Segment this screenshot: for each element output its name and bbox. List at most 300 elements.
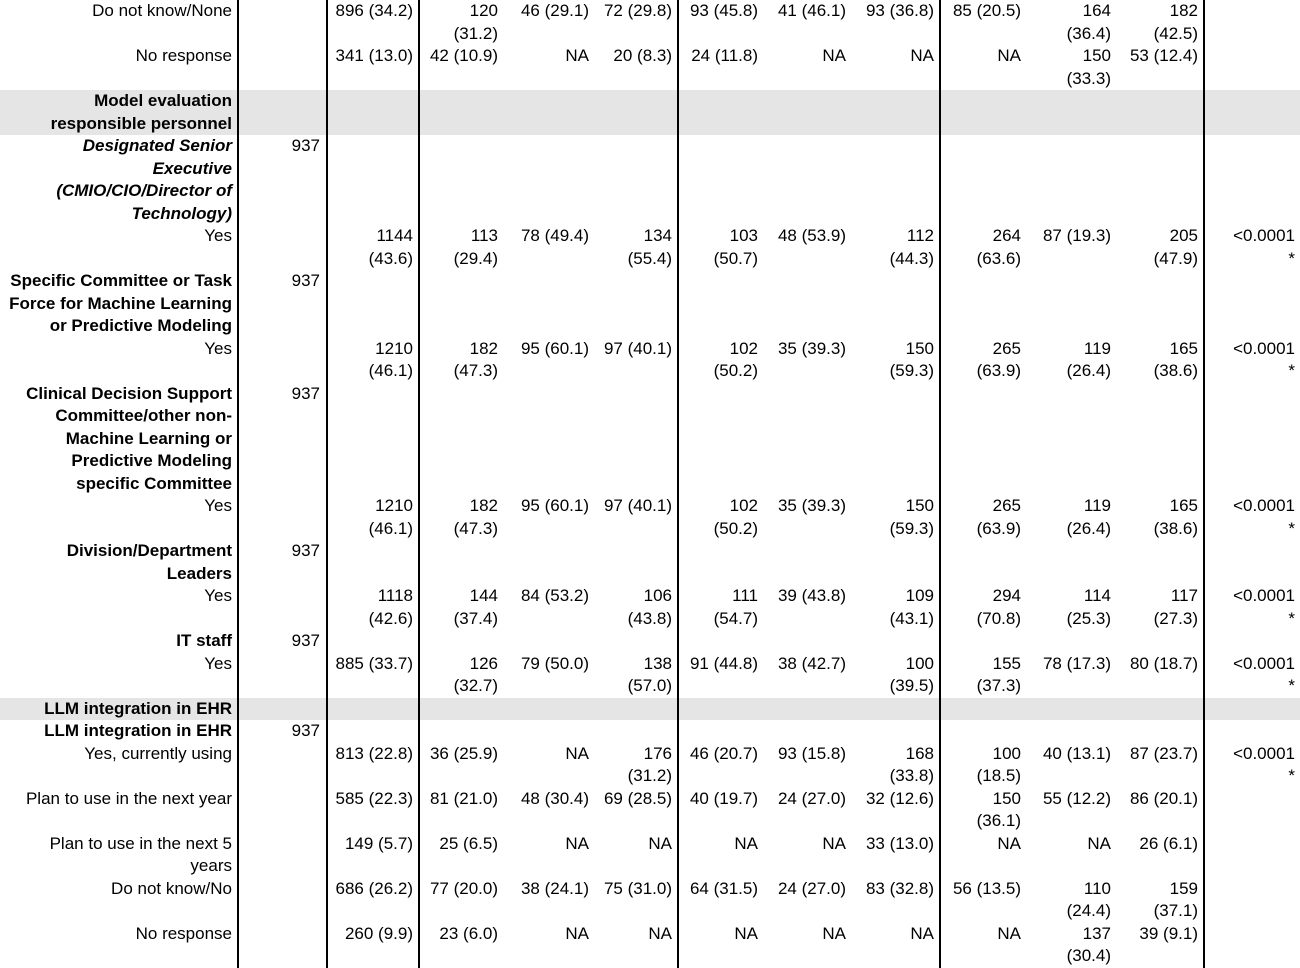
cell-line: 87 (23.7) (1129, 743, 1198, 763)
cell-line: 937 (291, 721, 320, 740)
data-cell (1116, 90, 1204, 135)
cell-line: 585 (22.3) (335, 788, 413, 808)
data-cell (851, 45, 940, 90)
data-cell (327, 45, 419, 90)
data-cell (1116, 0, 1204, 45)
data-cell (1116, 878, 1204, 923)
data-cell (503, 720, 594, 743)
cell-line: 937 (291, 271, 320, 290)
cell-line: 56 (13.5) (952, 878, 1021, 898)
row-label (0, 585, 238, 630)
cell-line: (18.5) (976, 766, 1021, 785)
cell-line: 87 (19.3) (1042, 226, 1111, 245)
data-cell (419, 653, 503, 698)
cell-line: (70.8) (976, 608, 1021, 628)
cell-line: 937 (291, 631, 320, 650)
cell-line: 182 (1169, 1, 1198, 20)
data-cell (503, 630, 594, 653)
cell-line: <0.0001 (1233, 226, 1295, 245)
data-cell (1204, 338, 1300, 383)
data-cell (594, 720, 678, 743)
cell-line: (36.1) (976, 811, 1021, 830)
data-cell (1116, 270, 1204, 338)
data-cell (763, 743, 851, 788)
n-cell (238, 743, 327, 788)
data-cell (763, 698, 851, 721)
data-cell (327, 338, 419, 383)
data-cell (419, 225, 503, 270)
cell-line: 120 (469, 1, 498, 20)
cell-line: (59.3) (889, 361, 934, 380)
data-cell (1116, 833, 1204, 878)
data-cell (327, 90, 419, 135)
data-cell (763, 833, 851, 878)
data-cell (503, 923, 594, 968)
data-cell (678, 878, 763, 923)
data-cell (327, 225, 419, 270)
cell-line: <0.0001 (1233, 338, 1295, 358)
cell-line: (38.6) (1153, 361, 1198, 380)
n-cell (238, 45, 327, 90)
data-cell (503, 225, 594, 270)
n-cell (238, 833, 327, 878)
n-cell (238, 338, 327, 383)
n-cell (238, 135, 327, 225)
data-cell (594, 878, 678, 923)
data-cell (1204, 90, 1300, 135)
cell-line: 159 (1169, 878, 1198, 898)
cell-line: 85 (20.5) (952, 1, 1021, 20)
cell-line: 106 (643, 586, 672, 605)
data-cell (594, 270, 678, 338)
data-cell (419, 90, 503, 135)
n-cell (238, 923, 327, 968)
cell-line: 95 (60.1) (520, 338, 589, 358)
cell-line: (39.5) (889, 676, 934, 695)
cell-line: 119 (1083, 338, 1111, 358)
cell-line: 25 (6.5) (439, 833, 498, 853)
row-label (0, 0, 238, 45)
cell-line: Yes (204, 338, 232, 358)
data-cell (594, 698, 678, 721)
data-cell (503, 45, 594, 90)
data-cell (851, 338, 940, 383)
cell-line: LLM integration in EHR (44, 698, 232, 718)
cell-line: No response (135, 46, 232, 65)
data-cell (851, 90, 940, 135)
cell-line: (59.3) (889, 518, 934, 538)
table-row (0, 540, 1300, 585)
table-row (0, 585, 1300, 630)
cell-line: Do not know/None (92, 1, 232, 20)
cell-line: 205 (1169, 226, 1198, 245)
data-cell (763, 878, 851, 923)
row-label (0, 923, 238, 968)
data-cell (594, 495, 678, 540)
cell-line: 81 (21.0) (429, 788, 498, 808)
data-cell (327, 788, 419, 833)
cell-line: 33 (13.0) (865, 833, 934, 853)
table-row (0, 720, 1300, 743)
cell-line: (43.1) (889, 608, 934, 628)
data-cell (1116, 540, 1204, 585)
cell-line: (33.8) (889, 766, 934, 785)
data-cell (594, 338, 678, 383)
cell-line: 144 (469, 586, 498, 605)
data-cell (1026, 225, 1116, 270)
data-cell (594, 585, 678, 630)
cell-line: NA (997, 833, 1021, 853)
cell-line: 1210 (375, 496, 413, 515)
table-row (0, 743, 1300, 788)
cell-line: (29.4) (453, 248, 498, 268)
cell-line: 64 (31.5) (689, 878, 758, 898)
cell-line: 75 (31.0) (603, 878, 672, 898)
data-cell (678, 90, 763, 135)
cell-line: 78 (49.4) (520, 226, 589, 245)
data-cell (419, 743, 503, 788)
cell-line: (44.3) (889, 248, 934, 268)
data-cell (327, 270, 419, 338)
cell-line: 86 (20.1) (1129, 788, 1198, 808)
data-cell (594, 0, 678, 45)
row-label (0, 225, 238, 270)
data-cell (327, 878, 419, 923)
data-cell (327, 135, 419, 225)
data-cell (851, 878, 940, 923)
cell-line: 20 (8.3) (613, 46, 672, 65)
cell-line: 35 (39.3) (777, 496, 846, 515)
cell-line: NA (822, 923, 846, 943)
cell-line: (25.3) (1066, 608, 1111, 628)
table-row (0, 833, 1300, 878)
cell-line: 42 (10.9) (429, 46, 498, 65)
cell-line: (24.4) (1066, 901, 1111, 920)
data-cell (851, 585, 940, 630)
cell-line: 93 (45.8) (689, 1, 758, 20)
cell-line: NA (1087, 833, 1111, 853)
row-label (0, 878, 238, 923)
cell-line: (50.2) (713, 518, 758, 538)
n-cell (238, 630, 327, 653)
cell-line: 165 (1169, 496, 1198, 515)
data-cell (1026, 90, 1116, 135)
cell-line: Division/Department (66, 541, 232, 560)
cell-line: (37.4) (453, 608, 498, 628)
data-cell (594, 630, 678, 653)
table-row (0, 45, 1300, 90)
cell-line: 165 (1169, 338, 1198, 358)
cell-line: (32.7) (453, 676, 498, 695)
data-cell (763, 788, 851, 833)
cell-line: 95 (60.1) (520, 496, 589, 515)
row-label (0, 653, 238, 698)
data-cell (851, 720, 940, 743)
cell-line: Plan to use in the next year (25, 788, 232, 808)
data-cell (1026, 698, 1116, 721)
data-cell (1026, 540, 1116, 585)
data-cell (678, 383, 763, 496)
cell-line: 113 (470, 226, 498, 245)
cell-line: 126 (469, 653, 498, 673)
data-cell (419, 788, 503, 833)
cell-line: 937 (291, 136, 320, 155)
cell-line: 150 (1082, 46, 1111, 65)
cell-line: 46 (20.7) (689, 743, 758, 763)
cell-line: 265 (992, 496, 1021, 515)
cell-line: 84 (53.2) (520, 586, 589, 605)
cell-line: 35 (39.3) (777, 338, 846, 358)
data-cell (1026, 630, 1116, 653)
data-cell (1116, 338, 1204, 383)
data-cell (327, 0, 419, 45)
cell-line: Technology) (131, 203, 232, 223)
cell-line: NA (822, 46, 846, 65)
row-label (0, 630, 238, 653)
data-cell (763, 923, 851, 968)
data-cell (419, 540, 503, 585)
cell-line: 97 (40.1) (603, 338, 672, 358)
data-cell (327, 630, 419, 653)
cell-line: NA (910, 46, 934, 65)
cell-line: (31.2) (627, 766, 672, 785)
cell-line: 24 (27.0) (777, 878, 846, 898)
cell-line: specific Committee (76, 473, 232, 493)
data-cell (327, 743, 419, 788)
data-cell (594, 383, 678, 496)
data-cell (419, 698, 503, 721)
data-cell (594, 653, 678, 698)
cell-line: (47.3) (453, 518, 498, 538)
data-cell (594, 540, 678, 585)
table-row (0, 225, 1300, 270)
n-cell (238, 225, 327, 270)
data-cell (419, 878, 503, 923)
data-cell (503, 135, 594, 225)
data-cell (940, 698, 1026, 721)
data-cell (1026, 653, 1116, 698)
cell-line: (46.1) (368, 361, 413, 380)
data-cell (1026, 338, 1116, 383)
cell-line: IT staff (176, 631, 232, 650)
cell-line: <0.0001 (1233, 743, 1295, 763)
n-cell (238, 270, 327, 338)
data-cell (940, 90, 1026, 135)
cell-line: 1210 (375, 338, 413, 358)
cell-line: (37.1) (1153, 901, 1198, 920)
data-cell (678, 720, 763, 743)
data-cell (940, 630, 1026, 653)
n-cell (238, 90, 327, 135)
data-cell (1116, 45, 1204, 90)
data-cell (851, 0, 940, 45)
cell-line: NA (565, 743, 589, 763)
row-label (0, 698, 238, 721)
cell-line: 40 (19.7) (689, 788, 758, 808)
data-cell (763, 45, 851, 90)
cell-line: 83 (32.8) (865, 878, 934, 898)
data-cell (678, 540, 763, 585)
data-cell (1026, 788, 1116, 833)
data-cell (851, 225, 940, 270)
row-label (0, 45, 238, 90)
cell-line: NA (734, 923, 758, 943)
data-cell (1204, 833, 1300, 878)
data-cell (678, 653, 763, 698)
data-cell (1204, 923, 1300, 968)
cell-line: Specific Committee or Task (10, 271, 232, 290)
cell-line: 38 (24.1) (520, 878, 589, 898)
data-cell (1026, 720, 1116, 743)
cell-line: 69 (28.5) (603, 788, 672, 808)
cell-line: <0.0001 (1233, 653, 1295, 673)
cell-line: * (1288, 608, 1295, 628)
data-cell (503, 0, 594, 45)
data-cell (327, 585, 419, 630)
cell-line: 114 (1083, 586, 1111, 605)
cell-line: 97 (40.1) (603, 496, 672, 515)
cell-line: 102 (729, 338, 758, 358)
data-cell (594, 225, 678, 270)
data-cell (1204, 878, 1300, 923)
data-cell (763, 270, 851, 338)
row-label (0, 270, 238, 338)
data-cell (851, 653, 940, 698)
data-cell (419, 135, 503, 225)
cell-line: 1144 (376, 226, 413, 245)
cell-line: 150 (905, 496, 934, 515)
cell-line: NA (822, 833, 846, 853)
cell-line: Yes (204, 226, 232, 245)
data-cell (678, 630, 763, 653)
cell-line: * (1288, 248, 1295, 268)
cell-line: 150 (905, 338, 934, 358)
data-cell (940, 338, 1026, 383)
data-cell (851, 135, 940, 225)
cell-line: 26 (6.1) (1139, 833, 1198, 853)
data-cell (1204, 45, 1300, 90)
cell-line: 117 (1170, 586, 1198, 605)
data-cell (1026, 743, 1116, 788)
cell-line: 109 (905, 586, 934, 605)
data-cell (594, 923, 678, 968)
data-cell (503, 878, 594, 923)
data-cell (419, 495, 503, 540)
data-cell (1204, 270, 1300, 338)
cell-line: 77 (20.0) (429, 878, 498, 898)
cell-line: Do not know/No (111, 878, 232, 898)
cell-line: Yes (204, 496, 232, 515)
cell-line: 103 (729, 226, 758, 245)
row-label (0, 135, 238, 225)
data-cell (678, 270, 763, 338)
data-cell (503, 383, 594, 496)
data-cell (678, 0, 763, 45)
data-cell (327, 833, 419, 878)
data-cell (678, 225, 763, 270)
cell-line: 137 (1082, 923, 1111, 943)
data-cell (1204, 383, 1300, 496)
cell-line: 100 (905, 653, 934, 673)
cell-line: (42.5) (1153, 23, 1198, 43)
data-cell (851, 495, 940, 540)
data-cell (940, 225, 1026, 270)
cell-line: (37.3) (976, 676, 1021, 695)
cell-line: NA (565, 923, 589, 943)
data-cell (1026, 135, 1116, 225)
data-cell (594, 135, 678, 225)
data-cell (678, 495, 763, 540)
data-cell (1026, 45, 1116, 90)
data-cell (678, 585, 763, 630)
row-label (0, 338, 238, 383)
cell-line: 176 (643, 743, 672, 763)
data-cell (851, 788, 940, 833)
data-cell (503, 653, 594, 698)
row-label (0, 720, 238, 743)
data-cell (1204, 585, 1300, 630)
cell-line: Yes (204, 653, 232, 673)
cell-line: 40 (13.1) (1042, 743, 1111, 763)
cell-line: 46 (29.1) (520, 1, 589, 20)
cell-line: 23 (6.0) (439, 923, 498, 943)
cell-line: NA (648, 833, 672, 853)
cell-line: 294 (992, 586, 1021, 605)
cell-line: 24 (27.0) (777, 788, 846, 808)
data-cell (419, 383, 503, 496)
table-row (0, 653, 1300, 698)
data-cell (1116, 743, 1204, 788)
cell-line: 32 (12.6) (865, 788, 934, 808)
cell-line: 264 (992, 226, 1021, 245)
cell-line: (CMIO/CIO/Director of (56, 181, 232, 200)
data-cell (419, 630, 503, 653)
data-cell (1026, 495, 1116, 540)
cell-line: (50.2) (713, 361, 758, 380)
data-cell (1204, 698, 1300, 721)
data-cell (503, 585, 594, 630)
cell-line: (27.3) (1153, 608, 1198, 628)
n-cell (238, 495, 327, 540)
row-label (0, 743, 238, 788)
cell-line: 78 (17.3) (1042, 653, 1111, 673)
data-cell (419, 923, 503, 968)
data-cell (1116, 135, 1204, 225)
cell-line: (43.6) (368, 248, 413, 268)
cell-line: * (1288, 361, 1295, 380)
data-cell (503, 743, 594, 788)
cell-line: Executive (152, 158, 232, 178)
row-label (0, 495, 238, 540)
n-cell (238, 585, 327, 630)
cell-line: NA (648, 923, 672, 943)
data-cell (1116, 720, 1204, 743)
cell-line: (33.3) (1066, 68, 1111, 88)
data-cell (763, 90, 851, 135)
cell-line: NA (997, 923, 1021, 943)
cell-line: LLM integration in EHR (44, 721, 232, 740)
table-row (0, 698, 1300, 721)
cell-line: * (1288, 518, 1295, 538)
cell-line: NA (997, 46, 1021, 65)
data-cell (327, 540, 419, 585)
cell-line: (36.4) (1066, 23, 1111, 43)
cell-line: 72 (29.8) (603, 1, 672, 20)
cell-line: Model evaluation (94, 91, 232, 110)
cell-line: (43.8) (627, 608, 672, 628)
data-cell (594, 833, 678, 878)
cell-line: 48 (30.4) (520, 788, 589, 808)
